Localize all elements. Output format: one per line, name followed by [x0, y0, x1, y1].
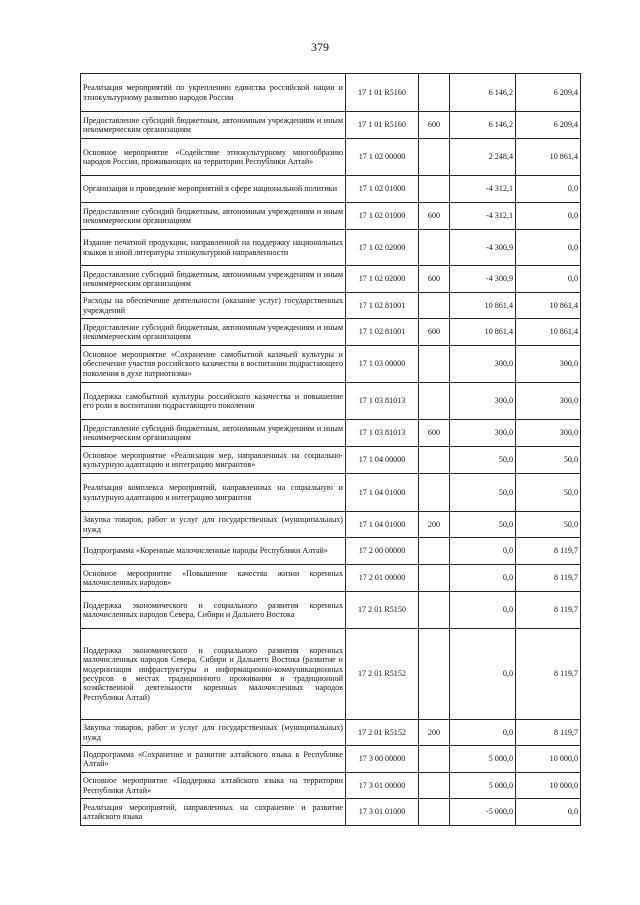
row-value-2: 8 119,7 — [516, 538, 581, 565]
row-expense-type — [419, 346, 450, 383]
row-value-1: 50,0 — [450, 474, 516, 512]
row-expense-type: 600 — [419, 203, 450, 230]
row-code: 17 3 00 00000 — [346, 746, 419, 773]
row-value-1: 0,0 — [450, 538, 516, 565]
row-value-1: -4 312,1 — [450, 203, 516, 230]
table-row — [81, 203, 581, 230]
row-name: Основное мероприятие «Содействие этнокультурному многообразию народов России, проживающих на территории Республики Алтай» — [81, 139, 346, 176]
row-code: 17 1 02 81001 — [346, 319, 419, 346]
table-row — [81, 629, 581, 720]
row-value-2: 300,0 — [516, 346, 581, 383]
row-expense-type — [419, 746, 450, 773]
row-value-1: 6 146,2 — [450, 74, 516, 112]
row-expense-type — [419, 474, 450, 512]
table-row — [81, 346, 581, 383]
row-expense-type: 600 — [419, 266, 450, 293]
row-code: 17 1 02 02000 — [346, 230, 419, 266]
row-value-2: 0,0 — [516, 799, 581, 826]
row-value-2: 8 119,7 — [516, 565, 581, 592]
row-code: 17 1 01 R5160 — [346, 112, 419, 139]
row-value-1: 2 248,4 — [450, 139, 516, 176]
table-row — [81, 266, 581, 293]
row-value-1: -4 300,9 — [450, 230, 516, 266]
row-value-1: 0,0 — [450, 720, 516, 746]
row-value-2: 6 209,4 — [516, 74, 581, 112]
row-value-1: 10 861,4 — [450, 319, 516, 346]
table-row — [81, 230, 581, 266]
row-value-1: 50,0 — [450, 447, 516, 474]
row-code: 17 2 01 R5150 — [346, 592, 419, 629]
row-code: 17 1 01 R5160 — [346, 74, 419, 112]
row-value-1: 0,0 — [450, 592, 516, 629]
row-name: Подпрограмма «Сохранение и развитие алтайского языка в Республике Алтай» — [81, 746, 346, 773]
table-row — [81, 420, 581, 447]
table-row — [81, 74, 581, 112]
row-code: 17 1 02 02000 — [346, 266, 419, 293]
row-name: Расходы на обеспечение деятельности (оказание услуг) государственных учреждений — [81, 293, 346, 319]
row-value-1: 6 146,2 — [450, 112, 516, 139]
row-name: Предоставление субсидий бюджетным, автономным учреждениям и иным некоммерческим организациям — [81, 203, 346, 230]
row-expense-type: 600 — [419, 319, 450, 346]
row-value-2: 0,0 — [516, 266, 581, 293]
row-expense-type: 600 — [419, 420, 450, 447]
row-code: 17 2 01 00000 — [346, 565, 419, 592]
row-expense-type — [419, 565, 450, 592]
row-expense-type: 600 — [419, 112, 450, 139]
row-name: Поддержка самобытной культуры российского казачества и повышение его роли в воспитании подрастающего поколения — [81, 383, 346, 420]
row-name: Поддержка экономического и социального развития коренных малочисленных народов Севера, Сибири и Дальнего Востока — [81, 592, 346, 629]
table-row — [81, 592, 581, 629]
row-code: 17 1 04 00000 — [346, 447, 419, 474]
row-code: 17 1 02 01000 — [346, 176, 419, 203]
row-expense-type — [419, 629, 450, 720]
table-row — [81, 293, 581, 319]
row-value-2: 8 119,7 — [516, 629, 581, 720]
table-row — [81, 139, 581, 176]
table-row — [81, 112, 581, 139]
row-name: Предоставление субсидий бюджетным, автономным учреждениям и иным некоммерческим организациям — [81, 420, 346, 447]
row-name: Закупка товаров, работ и услуг для государственных (муниципальных) нужд — [81, 720, 346, 746]
row-expense-type — [419, 592, 450, 629]
row-name: Реализация комплекса мероприятий, направленных на социальную и культурную адаптацию и интеграцию мигрантов — [81, 474, 346, 512]
row-expense-type — [419, 383, 450, 420]
row-value-2: 300,0 — [516, 383, 581, 420]
row-expense-type: 200 — [419, 720, 450, 746]
row-value-2: 8 119,7 — [516, 592, 581, 629]
row-expense-type — [419, 74, 450, 112]
row-value-2: 50,0 — [516, 474, 581, 512]
row-name: Подпрограмма «Коренные малочисленные народы Республики Алтай» — [81, 538, 346, 565]
row-code: 17 1 03 81013 — [346, 383, 419, 420]
row-value-1: 5 000,0 — [450, 773, 516, 799]
table-row — [81, 383, 581, 420]
table-row — [81, 538, 581, 565]
row-value-2: 0,0 — [516, 230, 581, 266]
row-code: 17 1 03 81013 — [346, 420, 419, 447]
table-row — [81, 565, 581, 592]
budget-table — [80, 73, 581, 826]
row-name: Предоставление субсидий бюджетным, автономным учреждениям и иным некоммерческим организациям — [81, 319, 346, 346]
row-value-1: -4 312,1 — [450, 176, 516, 203]
row-value-2: 6 209,4 — [516, 112, 581, 139]
row-name: Закупка товаров, работ и услуг для государственных (муниципальных) нужд — [81, 512, 346, 538]
row-expense-type — [419, 176, 450, 203]
row-value-2: 0,0 — [516, 203, 581, 230]
row-value-1: 0,0 — [450, 629, 516, 720]
row-value-2: 10 000,0 — [516, 746, 581, 773]
table-row — [81, 474, 581, 512]
row-code: 17 2 01 R5152 — [346, 629, 419, 720]
row-value-2: 10 000,0 — [516, 773, 581, 799]
table-row — [81, 512, 581, 538]
row-expense-type — [419, 773, 450, 799]
row-expense-type — [419, 799, 450, 826]
row-expense-type: 200 — [419, 512, 450, 538]
row-code: 17 1 02 00000 — [346, 139, 419, 176]
row-name: Поддержка экономического и социального развития коренных малочисленных народов Севера, Сибири и Дальнего Востока (развитие и модернизация инфраструктуры и информационно-коммуникационных ресурсов в местах традиционного проживания и традиционной хозяйственной деятельности коренных малочисленных народов Республики Алтай) — [81, 629, 346, 720]
table-row — [81, 447, 581, 474]
row-name: Основное мероприятие «Реализация мер, направленных на социально-культурную адаптацию и интеграцию мигрантов» — [81, 447, 346, 474]
row-value-2: 50,0 — [516, 447, 581, 474]
row-code: 17 2 00 00000 — [346, 538, 419, 565]
row-name: Реализация мероприятий по укреплению единства российской нации и этнокультурному развитию народов России — [81, 74, 346, 112]
row-code: 17 1 02 81001 — [346, 293, 419, 319]
row-value-2: 8 119,7 — [516, 720, 581, 746]
row-expense-type — [419, 230, 450, 266]
row-code: 17 1 03 00000 — [346, 346, 419, 383]
row-value-2: 50,0 — [516, 512, 581, 538]
row-expense-type — [419, 538, 450, 565]
row-code: 17 3 01 00000 — [346, 773, 419, 799]
row-name: Реализация мероприятий, направленных на сохранение и развитие алтайского языка — [81, 799, 346, 826]
row-expense-type — [419, 139, 450, 176]
budget-table-body — [81, 74, 581, 826]
row-value-1: 300,0 — [450, 383, 516, 420]
row-name: Основное мероприятие «Сохранение самобытной казачьей культуры и обеспечение участия российского казачества в воспитании подрастающего поколения в духе патриотизма» — [81, 346, 346, 383]
table-row — [81, 799, 581, 826]
row-code: 17 3 01 01000 — [346, 799, 419, 826]
row-value-2: 10 861,4 — [516, 293, 581, 319]
row-name: Издание печатной продукции, направленной на поддержку национальных языков и иной литературы этнокультурной направленности — [81, 230, 346, 266]
row-value-2: 10 861,4 — [516, 319, 581, 346]
row-expense-type — [419, 447, 450, 474]
row-code: 17 1 04 01000 — [346, 512, 419, 538]
row-value-2: 0,0 — [516, 176, 581, 203]
row-name: Предоставление субсидий бюджетным, автономным учреждениям и иным некоммерческим организациям — [81, 266, 346, 293]
row-code: 17 1 04 01000 — [346, 474, 419, 512]
row-name: Организация и проведение мероприятий в сфере национальной политики — [81, 176, 346, 203]
row-value-1: 5 000,0 — [450, 746, 516, 773]
row-value-1: 50,0 — [450, 512, 516, 538]
row-expense-type — [419, 293, 450, 319]
row-value-2: 10 861,4 — [516, 139, 581, 176]
page-number: 379 — [311, 40, 329, 54]
row-code: 17 1 02 01000 — [346, 203, 419, 230]
row-value-1: 300,0 — [450, 420, 516, 447]
row-value-1: -5 000,0 — [450, 799, 516, 826]
row-name: Предоставление субсидий бюджетным, автономным учреждениям и иным некоммерческим организациям — [81, 112, 346, 139]
row-value-1: 0,0 — [450, 565, 516, 592]
row-name: Основное мероприятие «Поддержка алтайского языка на территории Республики Алтай» — [81, 773, 346, 799]
table-row — [81, 176, 581, 203]
row-value-2: 300,0 — [516, 420, 581, 447]
row-value-1: -4 300,9 — [450, 266, 516, 293]
row-value-1: 300,0 — [450, 346, 516, 383]
table-row — [81, 319, 581, 346]
row-name: Основное мероприятие «Повышение качества жизни коренных малочисленных народов» — [81, 565, 346, 592]
row-code: 17 2 01 R5152 — [346, 720, 419, 746]
table-row — [81, 746, 581, 773]
table-row — [81, 720, 581, 746]
row-value-1: 10 861,4 — [450, 293, 516, 319]
table-row — [81, 773, 581, 799]
